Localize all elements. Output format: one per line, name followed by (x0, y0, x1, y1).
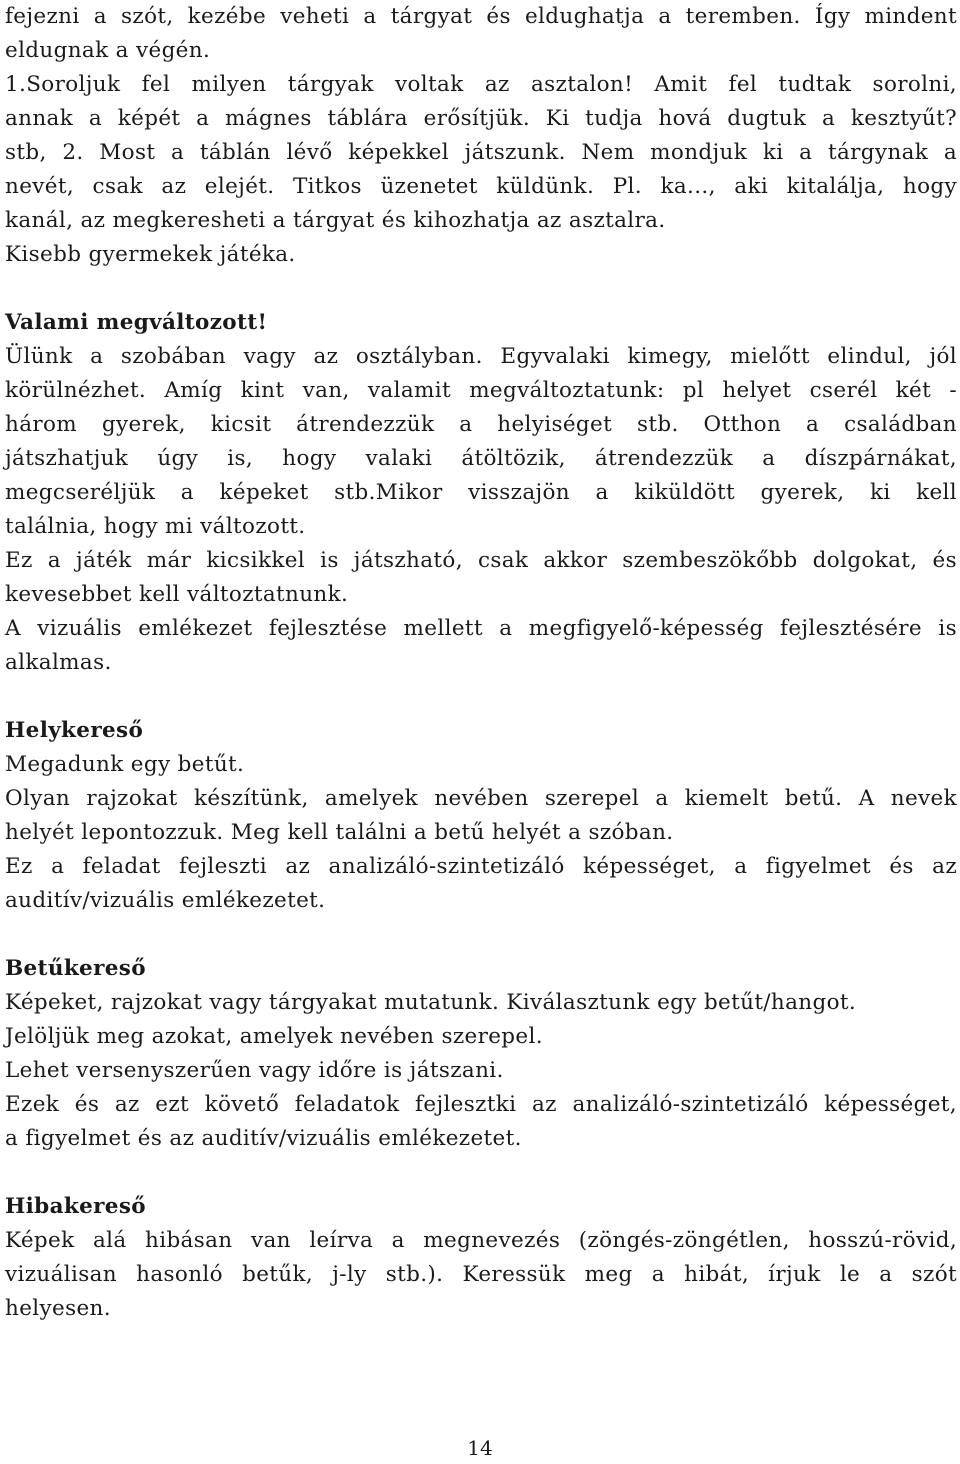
text-line: helyesen. (5, 1296, 111, 1321)
text-line: auditív/vizuális emlékezetet. (5, 888, 326, 913)
spacer (5, 1156, 957, 1190)
section-hibakereso (5, 1190, 957, 1326)
text-line: megcseréljük a képeket stb.Mikor visszajön a kiküldött gyerek, ki kell (5, 480, 957, 505)
text-line: Jelöljük meg azokat, amelyek nevében szerepel. (5, 1024, 543, 1049)
text-line: Olyan rajzokat készítünk, amelyek nevében szerepel a kiemelt betű. A nevek (5, 786, 957, 811)
text-line: alkalmas. (5, 650, 112, 675)
text-line: találnia, hogy mi változott. (5, 514, 306, 539)
text-line: annak a képét a mágnes táblára erősítjük. Ki tudja hová dugtuk a kesztyűt? (5, 106, 957, 131)
text-line: nevét, csak az elejét. Titkos üzenetet küldünk. Pl. ka..., aki kitalálja, hogy (5, 174, 957, 199)
spacer (5, 918, 957, 952)
spacer (5, 680, 957, 714)
section-helykereso (5, 714, 957, 918)
text-line: eldugnak a végén. (5, 38, 211, 63)
section-heading: Betűkereső (5, 956, 146, 981)
section-betukereso (5, 952, 957, 1156)
section-valami-megvaltozott (5, 306, 957, 680)
text-line: helyét lepontozzuk. Meg kell találni a betű helyét a szóban. (5, 820, 674, 845)
page-number: 14 (467, 1436, 493, 1460)
text-line: Képek alá hibásan van leírva a megnevezés (zöngés-zöngétlen, hosszú-rövid, (5, 1228, 957, 1253)
text-line: Megadunk egy betűt. (5, 752, 245, 777)
document-page (5, 0, 957, 1326)
text-line: három gyerek, kicsit átrendezzük a helyiséget stb. Otthon a családban (5, 412, 957, 437)
section-heading: Valami megváltozott! (5, 310, 268, 335)
text-line: játszhatjuk úgy is, hogy valaki átöltözik, átrendezzük a díszpárnákat, (5, 446, 957, 471)
section-heading: Helykereső (5, 718, 144, 743)
text-line: a figyelmet és az auditív/vizuális emlékezetet. (5, 1126, 522, 1151)
text-line: 1.Soroljuk fel milyen tárgyak voltak az asztalon! Amit fel tudtak sorolni, (5, 72, 957, 97)
text-line: fejezni a szót, kezébe veheti a tárgyat és eldughatja a teremben. Így mindent (5, 4, 957, 29)
text-line: Kisebb gyermekek játéka. (5, 242, 296, 267)
text-line: stb, 2. Most a táblán lévő képekkel játszunk. Nem mondjuk ki a tárgynak a (5, 140, 957, 165)
text-line: Ezek és az ezt követő feladatok fejlesztki az analizáló-szintetizáló képességet, (5, 1092, 957, 1117)
text-line: Ez a feladat fejleszti az analizáló-szintetizáló képességet, a figyelmet és az (5, 854, 957, 879)
text-line: körülnézhet. Amíg kint van, valamit megváltoztatunk: pl helyet cserél két - (5, 378, 957, 403)
text-line: kanál, az megkeresheti a tárgyat és kihozhatja az asztalra. (5, 208, 666, 233)
text-line: Ülünk a szobában vagy az osztályban. Egyvalaki kimegy, mielőtt elindul, jól (5, 344, 957, 369)
spacer (5, 272, 957, 306)
text-line: vizuálisan hasonló betűk, j-ly stb.). Keressük meg a hibát, írjuk le a szót (5, 1262, 957, 1287)
section-heading: Hibakereső (5, 1194, 146, 1219)
intro-paragraph (5, 0, 957, 272)
text-line: Képeket, rajzokat vagy tárgyakat mutatunk. Kiválasztunk egy betűt/hangot. (5, 990, 857, 1015)
text-line: A vizuális emlékezet fejlesztése mellett a megfigyelő-képesség fejlesztésére is (5, 616, 957, 641)
text-line: kevesebbet kell változtatnunk. (5, 582, 349, 607)
text-line: Ez a játék már kicsikkel is játszható, csak akkor szembeszökőbb dolgokat, és (5, 548, 957, 573)
text-line: Lehet versenyszerűen vagy időre is játszani. (5, 1058, 504, 1083)
